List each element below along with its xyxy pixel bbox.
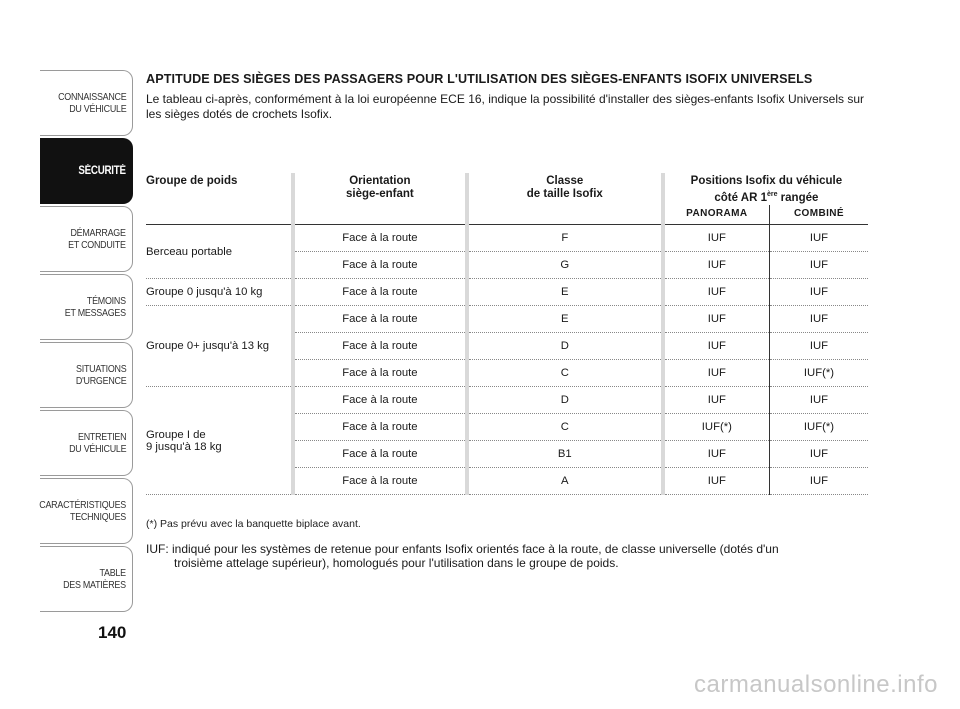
table-row — [146, 306, 868, 333]
asterisk-note: (*) Pas prévu avec la banquette biplace avant. — [146, 518, 361, 530]
weight-group-cell: Groupe I de 9 jusqu'à 18 kg — [146, 387, 293, 495]
chapter-tab-6[interactable] — [40, 478, 133, 544]
panorama-cell: IUF — [663, 252, 770, 279]
chapter-tab-label: SÉCURITÉ — [78, 165, 126, 177]
chapter-tab-7[interactable] — [40, 546, 133, 612]
chapter-tab-label: DÉMARRAGE ET CONDUITE — [68, 227, 126, 251]
classe-cell: D — [467, 387, 663, 414]
table-row — [146, 279, 868, 306]
header-combine: COMBINÉ — [769, 205, 868, 225]
combine-cell: IUF — [769, 225, 868, 252]
iuf-definition — [146, 542, 846, 570]
orientation-cell: Face à la route — [293, 360, 467, 387]
chapter-tab-1[interactable] — [40, 138, 133, 204]
classe-cell: C — [467, 414, 663, 441]
panorama-cell: IUF — [663, 360, 770, 387]
chapter-tab-4[interactable] — [40, 342, 133, 408]
chapter-tab-0[interactable] — [40, 70, 133, 136]
combine-cell: IUF — [769, 441, 868, 468]
page-number: 140 — [98, 623, 127, 642]
combine-cell: IUF — [769, 279, 868, 306]
orientation-cell: Face à la route — [293, 252, 467, 279]
chapter-tab-label: SITUATIONS D'URGENCE — [75, 363, 126, 387]
chapter-tab-label: CONNAISSANCE DU VÉHICULE — [57, 91, 126, 115]
panorama-cell: IUF — [663, 441, 770, 468]
intro-paragraph: Le tableau ci-après, conformément à la loi européenne ECE 16, indique la possibilité d'installer des sièges-enfants Isofix Universels sur les sièges dotés de crochets Isofix. — [146, 92, 865, 121]
header-orientation: Orientation siège-enfant — [293, 173, 467, 205]
classe-cell: C — [467, 360, 663, 387]
combine-cell: IUF — [769, 333, 868, 360]
weight-group-cell: Berceau portable — [146, 225, 293, 279]
weight-group-cell: Groupe 0+ jusqu'à 13 kg — [146, 306, 293, 387]
chapter-tab-3[interactable] — [40, 274, 133, 340]
orientation-cell: Face à la route — [293, 414, 467, 441]
combine-cell: IUF — [769, 468, 868, 495]
orientation-cell: Face à la route — [293, 333, 467, 360]
panorama-cell: IUF — [663, 279, 770, 306]
classe-cell: F — [467, 225, 663, 252]
panorama-cell: IUF — [663, 333, 770, 360]
classe-cell: E — [467, 279, 663, 306]
chapter-tab-label: CARACTÉRISTIQUES TECHNIQUES — [39, 499, 126, 523]
orientation-cell: Face à la route — [293, 306, 467, 333]
combine-cell: IUF — [769, 252, 868, 279]
header-classe: Classe de taille Isofix — [467, 173, 663, 205]
chapter-tab-5[interactable] — [40, 410, 133, 476]
iuf-line-1: IUF: indiqué pour les systèmes de retenue pour enfants Isofix orientés face à la route, de classe universelle (dotés d'un — [146, 542, 779, 556]
watermark: carmanualsonline.info — [694, 671, 938, 698]
chapter-tab-label: TÉMOINS ET MESSAGES — [64, 295, 126, 319]
iuf-line-2: troisième attelage supérieur), homologués pour l'utilisation dans le groupe de poids. — [174, 556, 619, 570]
chapter-tab-2[interactable] — [40, 206, 133, 272]
panorama-cell: IUF(*) — [663, 414, 770, 441]
panorama-cell: IUF — [663, 225, 770, 252]
panorama-cell: IUF — [663, 387, 770, 414]
orientation-cell: Face à la route — [293, 441, 467, 468]
classe-cell: E — [467, 306, 663, 333]
combine-cell: IUF(*) — [769, 414, 868, 441]
header-group: Groupe de poids — [146, 175, 238, 187]
orientation-cell: Face à la route — [293, 279, 467, 306]
classe-cell: B1 — [467, 441, 663, 468]
orientation-cell: Face à la route — [293, 468, 467, 495]
chapter-sidebar — [40, 70, 133, 614]
combine-cell: IUF — [769, 387, 868, 414]
isofix-table — [146, 173, 868, 495]
chapter-tab-label: TABLE DES MATIÈRES — [63, 567, 126, 591]
table-row — [146, 387, 868, 414]
header-panorama: PANORAMA — [663, 205, 770, 225]
panorama-cell: IUF — [663, 468, 770, 495]
classe-cell: G — [467, 252, 663, 279]
header-positions: Positions Isofix du véhicule côté AR 1ère rangée — [663, 173, 868, 205]
main-content — [146, 72, 871, 122]
classe-cell: D — [467, 333, 663, 360]
section-title: APTITUDE DES SIÈGES DES PASSAGERS POUR L'UTILISATION DES SIÈGES-ENFANTS ISOFIX UNIVERSELS — [146, 72, 813, 86]
table-row — [146, 225, 868, 252]
panorama-cell: IUF — [663, 306, 770, 333]
classe-cell: A — [467, 468, 663, 495]
combine-cell: IUF(*) — [769, 360, 868, 387]
chapter-tab-label: ENTRETIEN DU VÉHICULE — [68, 431, 126, 455]
orientation-cell: Face à la route — [293, 225, 467, 252]
weight-group-cell: Groupe 0 jusqu'à 10 kg — [146, 279, 293, 306]
orientation-cell: Face à la route — [293, 387, 467, 414]
combine-cell: IUF — [769, 306, 868, 333]
